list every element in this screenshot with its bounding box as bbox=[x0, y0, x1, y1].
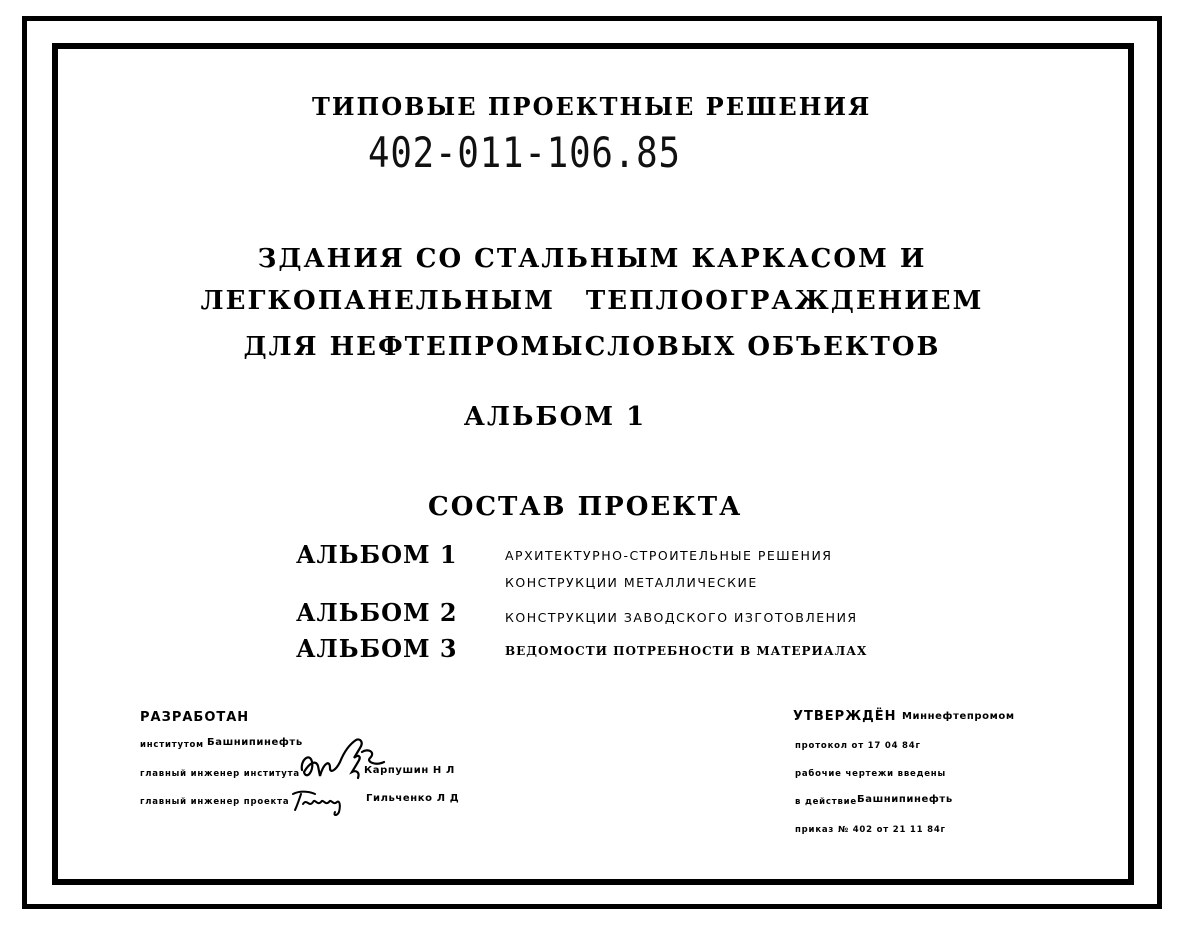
signature-gilchenko bbox=[287, 786, 357, 820]
signature-karpushin bbox=[296, 732, 396, 792]
chief-engineer-project-label: главный инженер проекта bbox=[140, 797, 290, 807]
album-2-label: АЛЬБОМ 2 bbox=[296, 598, 458, 627]
effect-label: в действие bbox=[795, 797, 857, 807]
title-line-3: ДЛЯ НЕФТЕПРОМЫСЛОВЫХ ОБЪЕКТОВ bbox=[243, 332, 941, 362]
institute-name: Башнипинефть bbox=[207, 737, 303, 748]
approved-ministry: Миннефтепромом bbox=[902, 711, 1015, 722]
album-3-desc: ВЕДОМОСТИ ПОТРЕБНОСТИ В МАТЕРИАЛАХ bbox=[505, 644, 868, 658]
protocol-text: протокол от 17 04 84г bbox=[795, 741, 921, 751]
drawings-introduced-text: рабочие чертежи введены bbox=[795, 769, 946, 779]
album-1-desc-2: КОНСТРУКЦИИ МЕТАЛЛИЧЕСКИЕ bbox=[505, 575, 758, 590]
album-3-label: АЛЬБОМ 3 bbox=[296, 634, 458, 663]
effect-organization: Башнипинефть bbox=[857, 794, 953, 805]
order-text: приказ № 402 от 21 11 84г bbox=[795, 825, 946, 835]
album-title: АЛЬБОМ 1 bbox=[463, 402, 647, 432]
composition-heading: СОСТАВ ПРОЕКТА bbox=[428, 492, 743, 522]
institute-label: институтом bbox=[140, 740, 204, 750]
document-number: 402-011-106.85 bbox=[368, 128, 681, 177]
chief-engineer-institute-label: главный инженер института bbox=[140, 769, 300, 779]
album-2-desc: КОНСТРУКЦИИ ЗАВОДСКОГО ИЗГОТОВЛЕНИЯ bbox=[505, 610, 858, 625]
title-line-1: ЗДАНИЯ СО СТАЛЬНЫМ КАРКАСОМ И bbox=[257, 244, 927, 274]
album-1-label: АЛЬБОМ 1 bbox=[296, 540, 458, 569]
album-1-desc-1: АРХИТЕКТУРНО-СТРОИТЕЛЬНЫЕ РЕШЕНИЯ bbox=[505, 548, 833, 563]
developed-heading: РАЗРАБОТАН bbox=[140, 710, 250, 725]
title-line-2: ЛЕГКОПАНЕЛЬНЫМ ТЕПЛООГРАЖДЕНИЕМ bbox=[200, 286, 984, 316]
chief-engineer-project-name: Гильченко Л Д bbox=[366, 793, 460, 804]
chief-engineer-institute-name: Карпушин Н Л bbox=[364, 765, 455, 776]
approved-heading: УТВЕРЖДЁН bbox=[793, 709, 897, 724]
series-title: ТИПОВЫЕ ПРОЕКТНЫЕ РЕШЕНИЯ bbox=[312, 92, 872, 121]
